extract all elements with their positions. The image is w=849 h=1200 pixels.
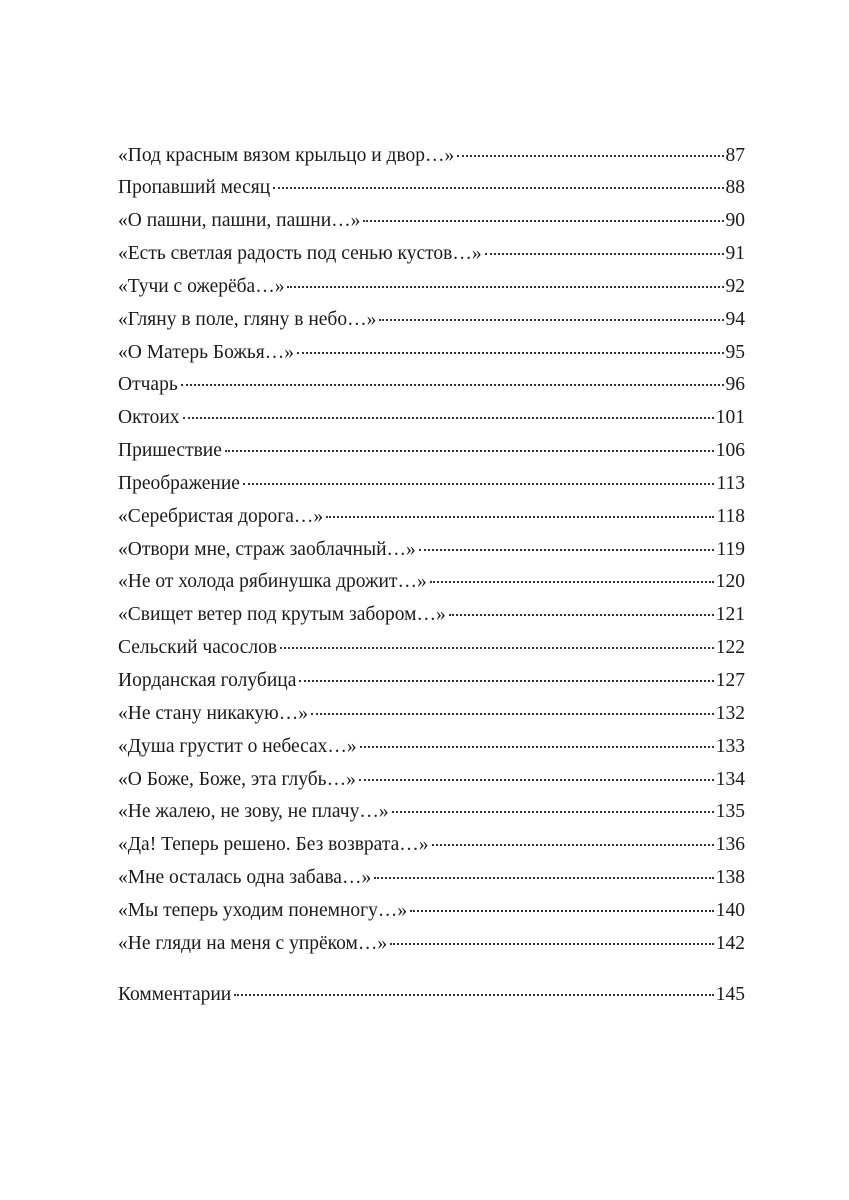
toc-entry-title: Преображение [118,472,240,494]
dot-leader [326,496,714,518]
toc-entry-page: 135 [715,801,745,823]
dot-leader [243,463,715,485]
toc-entry-title: «Под красным вязом крыльцо и двор…» [118,144,455,166]
table-of-contents [118,139,745,1011]
toc-entry-title: Пропавший месяц [118,177,271,199]
toc-entry-title: «Свищет ветер под крутым забором…» [118,604,446,626]
toc-entry-title: «Гляну в поле, гляну в небо…» [118,308,377,330]
dot-leader [390,923,714,945]
dot-leader [273,168,723,190]
toc-entry-title: «Есть светлая радость под сенью кустов…» [118,243,482,265]
toc-entry-page: 91 [725,243,745,265]
toc-entry-title: Иорданская голубица [118,670,297,691]
dot-leader [485,234,724,256]
toc-entry-page: 121 [715,604,745,626]
dot-leader [410,890,714,912]
dot-leader [374,858,714,880]
toc-entry-page: 87 [725,144,745,166]
toc-entry-title: «Душа грустит о небесах…» [118,735,357,757]
dot-leader [359,759,714,781]
toc-entry-page: 95 [725,341,745,363]
toc-entry-title: «О Матерь Божья…» [118,341,294,363]
dot-leader [419,529,715,551]
toc-entry-title: «Не стану никакую…» [118,702,308,724]
toc-entry-page: 140 [715,899,745,921]
toc-entry-page: 138 [715,867,745,889]
dot-leader [360,726,714,748]
toc-entry-page: 120 [715,571,745,593]
toc-entry-page: 145 [715,983,745,1005]
dot-leader [449,595,714,617]
toc-entry-title: «Отвори мне, страж заоблачный…» [118,538,416,560]
dot-leader [280,628,714,650]
toc-entry-title: «О пашни, пашни, пашни…» [118,210,361,232]
toc-entry-title: Пришествие [118,440,222,462]
toc-entry-page: 118 [716,505,745,527]
dot-leader [297,332,724,354]
toc-entry-page: 101 [715,407,745,429]
toc-entry-title: «Мне осталась одна забава…» [118,867,372,889]
toc-entry-page: 92 [725,275,745,297]
toc-entry-page: 127 [715,670,745,691]
toc-entry-title: «Да! Теперь решено. Без возврата…» [118,834,429,856]
dot-leader [363,201,723,223]
toc-entry-title: Октоих [118,407,180,429]
dot-leader [299,661,713,683]
dot-leader [432,825,714,847]
toc-entry-page: 94 [725,308,745,330]
toc-entry-title: Комментарии [118,983,232,1005]
toc-entry-title: Отчарь [118,374,178,396]
dot-leader [181,365,724,387]
toc-entry-title: «Не от холода рябинушка дрожит…» [118,571,427,593]
toc-entry [118,927,745,960]
toc-entry-page: 88 [725,177,745,199]
toc-entry-title: «О Боже, Боже, эта глубь…» [118,768,356,790]
toc-entry-page: 119 [716,538,745,560]
toc-entry-page: 106 [715,440,745,462]
toc-entry-page: 133 [715,735,745,757]
dot-leader [287,266,723,288]
dot-leader [392,792,714,814]
dot-leader [183,398,714,420]
toc-entry-page: 90 [725,210,745,232]
dot-leader [430,562,714,584]
toc-entry-page: 134 [715,768,745,790]
toc-entry-title: «Не жалею, не зову, не плачу…» [118,801,389,823]
toc-entry-title: «Мы теперь уходим понемногу…» [118,899,408,921]
dot-leader [311,693,714,715]
toc-entry-commentary [118,978,745,1011]
toc-entry-title: «Серебристая дорога…» [118,505,324,527]
toc-entry-page: 132 [715,702,745,724]
toc-entry-page: 113 [716,472,745,494]
toc-entry-title: «Не гляди на меня с упрёком…» [118,932,388,954]
toc-entry-page: 136 [715,834,745,856]
dot-leader [234,974,714,996]
dot-leader [225,431,714,453]
toc-entry-page: 122 [715,637,745,659]
dot-leader [457,135,723,157]
toc-entry-page: 142 [715,932,745,954]
toc-entry-page: 96 [725,374,745,396]
toc-entry-title: Сельский часослов [118,637,278,659]
dot-leader [379,299,723,321]
toc-entry-title: «Тучи с ожерёба…» [118,275,285,297]
